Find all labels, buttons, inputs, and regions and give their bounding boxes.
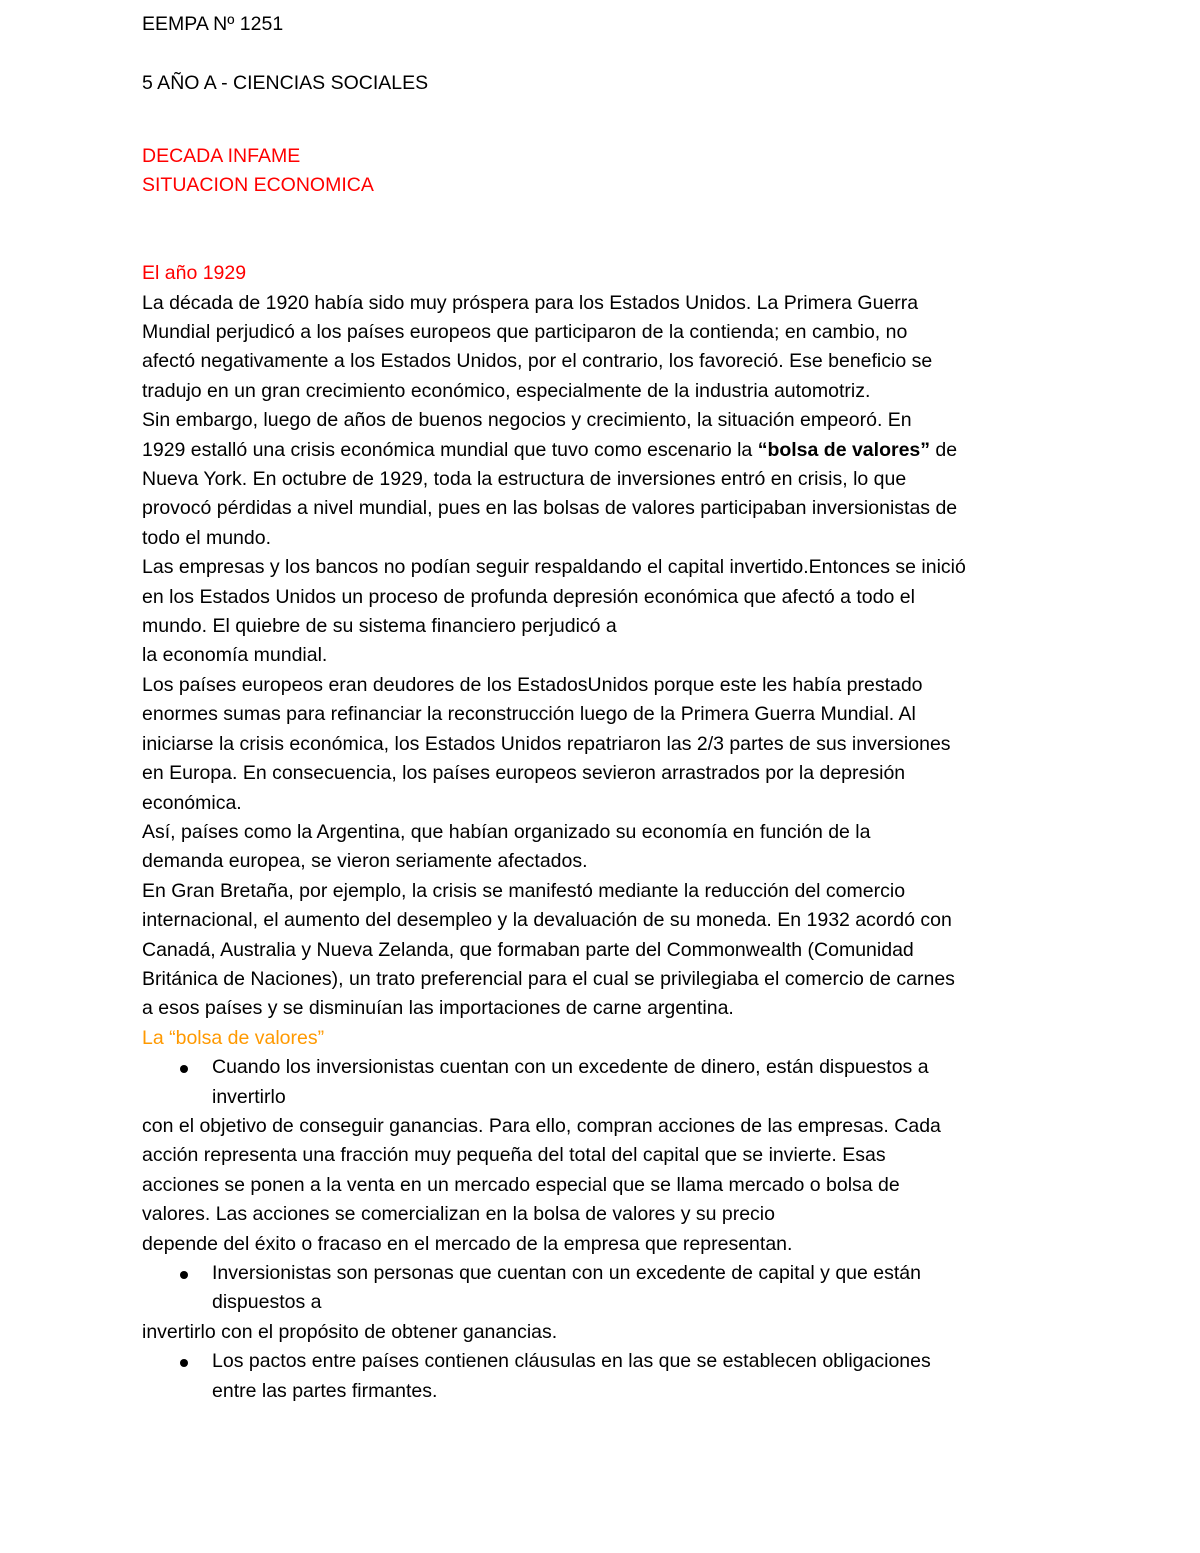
text-after-bold: de: [930, 438, 958, 461]
spacer: [142, 39, 1062, 68]
paragraph-line: acciones se ponen a la venta en un mercado especial que se llama mercado o bolsa de: [142, 1173, 900, 1196]
bullet-dot-icon: [180, 1359, 188, 1367]
paragraph-line: provocó pérdidas a nivel mundial, pues en las bolsas de valores participaban inversionistas de: [142, 497, 958, 520]
paragraph-line: económica.: [142, 791, 242, 814]
paragraph-line: mundo. El quiebre de su sistema financiero perjudicó a: [142, 615, 617, 638]
paragraph-line: depende del éxito o fracaso en el mercado de la empresa que representan.: [142, 1232, 793, 1255]
paragraph-line: Así, países como la Argentina, que habían organizado su economía en función de la: [142, 820, 871, 843]
paragraph-line: invertirlo con el propósito de obtener ganancias.: [142, 1320, 558, 1343]
paragraph-line-with-bold: [142, 436, 1062, 465]
document-page: [142, 10, 1062, 1406]
paragraph-line: afectó negativamente a los Estados Unidos, por el contrario, los favoreció. Ese beneficio se: [142, 350, 933, 373]
bullet-line: invertirlo: [212, 1085, 286, 1108]
school-name: EEMPA Nº 1251: [142, 13, 284, 35]
paragraph-line: en los Estados Unidos un proceso de profunda depresión económica que afectó a todo el: [142, 585, 915, 608]
spacer: [142, 200, 1062, 229]
paragraph-line: La década de 1920 había sido muy próspera para los Estados Unidos. La Primera Guerra: [142, 291, 919, 314]
spacer: [142, 230, 1062, 259]
bullet-line: Los pactos entre países contienen cláusulas en las que se establecen obligaciones: [212, 1350, 931, 1373]
paragraph-line: Británica de Naciones), un trato preferencial para el cual se privilegiaba el comercio de carnes: [142, 967, 955, 990]
paragraph-line: valores. Las acciones se comercializan en la bolsa de valores y su precio: [142, 1203, 775, 1226]
paragraph-line: acción representa una fracción muy pequeña del total del capital que se invierte. Esas: [142, 1144, 886, 1167]
paragraph-line: enormes sumas para refinanciar la reconstrucción luego de la Primera Guerra Mundial. Al: [142, 703, 916, 726]
bullet-dot-icon: [180, 1271, 188, 1279]
paragraph-line: demanda europea, se vieron seriamente afectados.: [142, 850, 588, 873]
paragraph-line: todo el mundo.: [142, 526, 272, 549]
paragraph-line: la economía mundial.: [142, 644, 328, 667]
bullet-item: [142, 1347, 1062, 1406]
subtopic-title: SITUACION ECONOMICA: [142, 174, 374, 196]
bullet-line: Inversionistas son personas que cuentan con un excedente de capital y que están: [212, 1262, 921, 1284]
bold-term: “bolsa de valores”: [757, 438, 931, 461]
paragraph-line: iniciarse la crisis económica, los Estados Unidos repatriaron las 2/3 partes de sus inversiones: [142, 732, 951, 755]
paragraph-line: tradujo en un gran crecimiento económico, especialmente de la industria automotriz.: [142, 379, 871, 402]
spacer: [142, 128, 1062, 142]
topic-title: DECADA INFAME: [142, 144, 301, 167]
paragraph-line: con el objetivo de conseguir ganancias. Para ello, compran acciones de las empresas. Cada: [142, 1114, 941, 1137]
bullet-dot-icon: [180, 1065, 188, 1073]
paragraph-line: Sin embargo, luego de años de buenos negocios y crecimiento, la situación empeoró. En: [142, 409, 912, 432]
paragraph-line: Los países europeos eran deudores de los EstadosUnidos porque este les había prestado: [142, 673, 923, 696]
spacer: [142, 98, 1062, 127]
paragraph-line: en Europa. En consecuencia, los países europeos sevieron arrastrados por la depresión: [142, 762, 906, 785]
paragraph-line: a esos países y se disminuían las importaciones de carne argentina.: [142, 997, 734, 1020]
section-heading-bolsa: La “bolsa de valores”: [142, 1026, 325, 1049]
paragraph-line: Nueva York. En octubre de 1929, toda la estructura de inversiones entró en crisis, lo que: [142, 468, 907, 491]
paragraph-line: Canadá, Australia y Nueva Zelanda, que formaban parte del Commonwealth (Comunidad: [142, 938, 914, 961]
section-heading-1929: El año 1929: [142, 262, 247, 285]
bullet-item: [142, 1053, 1062, 1112]
paragraph-line: Mundial perjudicó a los países europeos que participaron de la contienda; en cambio, no: [142, 321, 908, 343]
text-before-bold: 1929 estalló una crisis económica mundial que tuvo como escenario la: [142, 438, 758, 461]
bullet-item: [142, 1259, 1062, 1318]
course-name: 5 AÑO A - CIENCIAS SOCIALES: [142, 71, 429, 94]
paragraph-line: internacional, el aumento del desempleo y la devaluación de su moneda. En 1932 acordó con: [142, 909, 952, 932]
bullet-line: entre las partes firmantes.: [212, 1379, 438, 1402]
bullet-line: dispuestos a: [212, 1291, 322, 1314]
bullet-line: Cuando los inversionistas cuentan con un excedente de dinero, están dispuestos a: [212, 1056, 929, 1079]
paragraph-line: Las empresas y los bancos no podían seguir respaldando el capital invertido.Entonces se inició: [142, 556, 966, 579]
paragraph-line: En Gran Bretaña, por ejemplo, la crisis se manifestó mediante la reducción del comercio: [142, 879, 906, 902]
